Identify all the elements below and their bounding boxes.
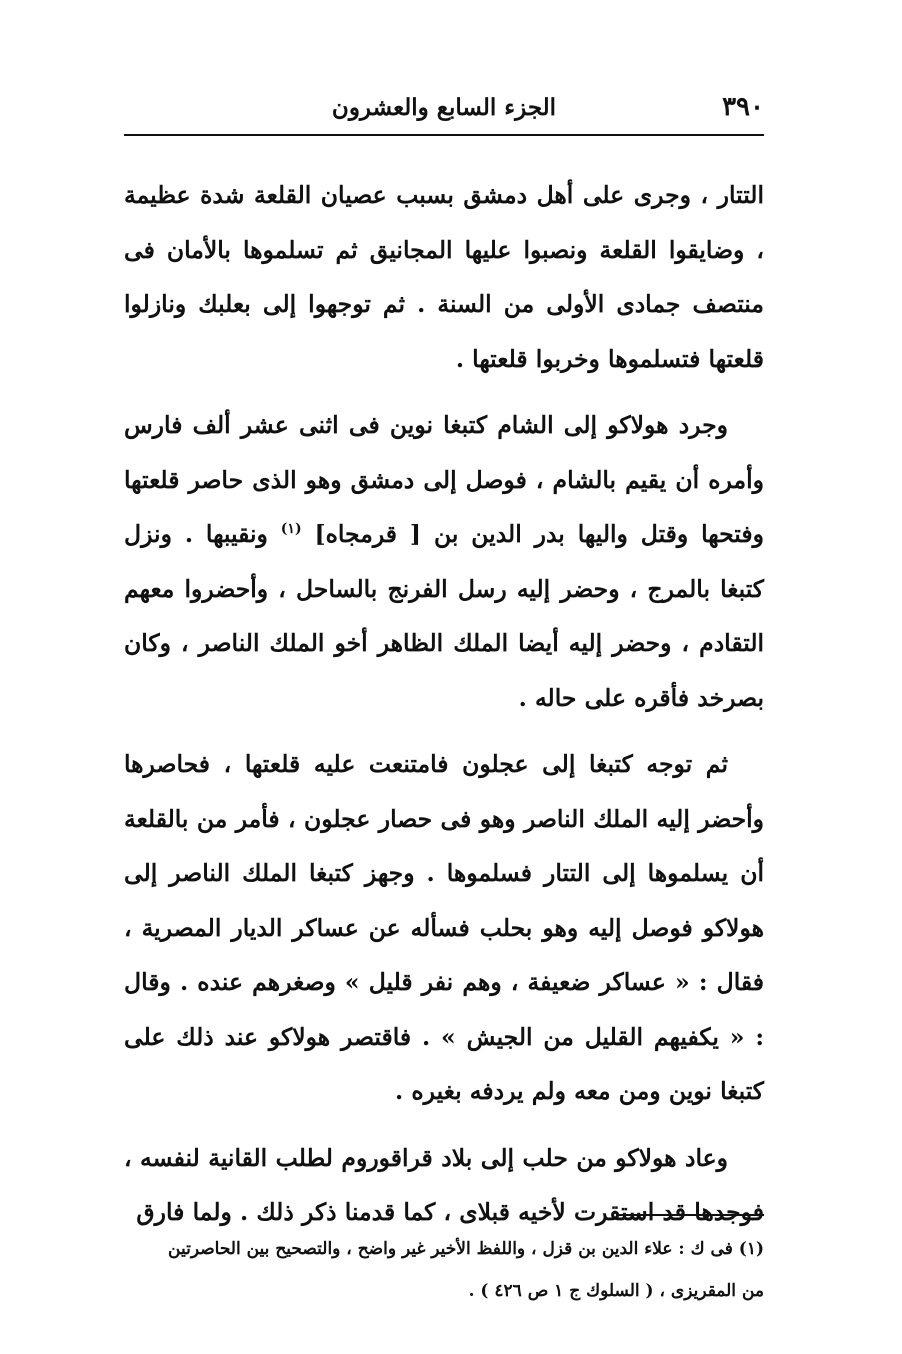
footnote-line: (١) فى ك : علاء الدين بن قزل ، واللفظ الأخير غير واضح ، والتصحيح بين الحاصرتين: [168, 1239, 764, 1259]
text-line: « عساكر ضعيفة ، وهم نفر قليل » وصغرهم عنده . وقال : « يكفيهم: [124, 968, 764, 1051]
paragraph-4: [124, 1131, 764, 1240]
text-line: التتار ، وجرى على أهل دمشق بسبب عصيان القلعة شدة عظيمة ،: [124, 181, 764, 264]
text-line: ونقيبها . ونزل كتبغا: [124, 520, 764, 603]
header-rule: [124, 134, 764, 136]
text-line: بالمرج ، وحضر إليه رسل الفرنج بالساحل ، وأحضروا معهم التقادم ،: [124, 574, 765, 657]
text-line: أن يسلموها إلى التتار فسلموها . وجهز كتبغا الملك الناصر إلى هولاكو: [124, 859, 764, 942]
text-line: وأمره أن يقيم بالشام ، فوصل إلى دمشق وهو الذى حاصر قلعتها: [124, 465, 764, 494]
text-line: وخربوا قلعتها .: [455, 344, 600, 373]
paragraph-3: [124, 737, 764, 1119]
body-text: [124, 168, 764, 1252]
footnote-reference[interactable]: (١): [280, 521, 302, 538]
text-line: وأحضر إليه الملك الناصر وهو فى حصار عجلون ، فأمر من بالقلعة: [124, 804, 764, 833]
footnote-line: من المقريزى ، ( السلوك ج ١ ص ٤٢٦ ) .: [468, 1281, 764, 1301]
text-line: وفتحها وقتل واليها بدر الدين بن [ قرمجاه]: [314, 520, 764, 548]
text-line: فوصل إليه وهو بحلب فسأله عن عساكر الديار المصرية ، فقال :: [124, 913, 764, 996]
running-title: الجزء السابع والعشرون: [331, 94, 557, 121]
paragraph-1: [124, 168, 764, 386]
paragraph-2: [124, 398, 764, 725]
text-line: وجرد هولاكو إلى الشام كتبغا نوين فى اثنى عشر ألف فارس: [124, 411, 728, 439]
text-line: القليل من الجيش » . فاقتصر هولاكو عند ذلك على كتبغا نوين: [124, 1022, 764, 1105]
text-line: وحضر إليه أيضا الملك الظاهر أخو الملك الناصر ، وكان بصرخد: [124, 629, 764, 712]
text-line: ثم توجه كتبغا إلى عجلون فامتنعت عليه قلعتها ، فحاصرها: [124, 750, 728, 778]
footnotes: [124, 1228, 764, 1312]
text-line: ومن معه ولم يردفه بغيره .: [395, 1077, 661, 1105]
footnote-rule: [618, 1214, 764, 1216]
text-line: وعاد هولاكو من حلب إلى بلاد قراقوروم لطلب القانية لنفسه ،: [124, 1143, 728, 1172]
text-line: وضايقوا القلعة ونصبوا عليها المجانيق ثم تسلموها بالأمان فى منتصف: [124, 235, 764, 318]
page-number: ٣٩٠: [722, 92, 764, 122]
text-line: فأقره على حاله .: [518, 683, 690, 712]
text-line: فوجدها قد استقرت لأخيه قبلاى ، كما قدمنا ذكر ذلك . ولما فارق: [136, 1198, 764, 1226]
page-header: [124, 92, 764, 132]
text-line: جمادى الأولى من السنة . ثم توجهوا إلى بعلبك ونازلوا قلعتها فتسلموها: [124, 290, 764, 373]
